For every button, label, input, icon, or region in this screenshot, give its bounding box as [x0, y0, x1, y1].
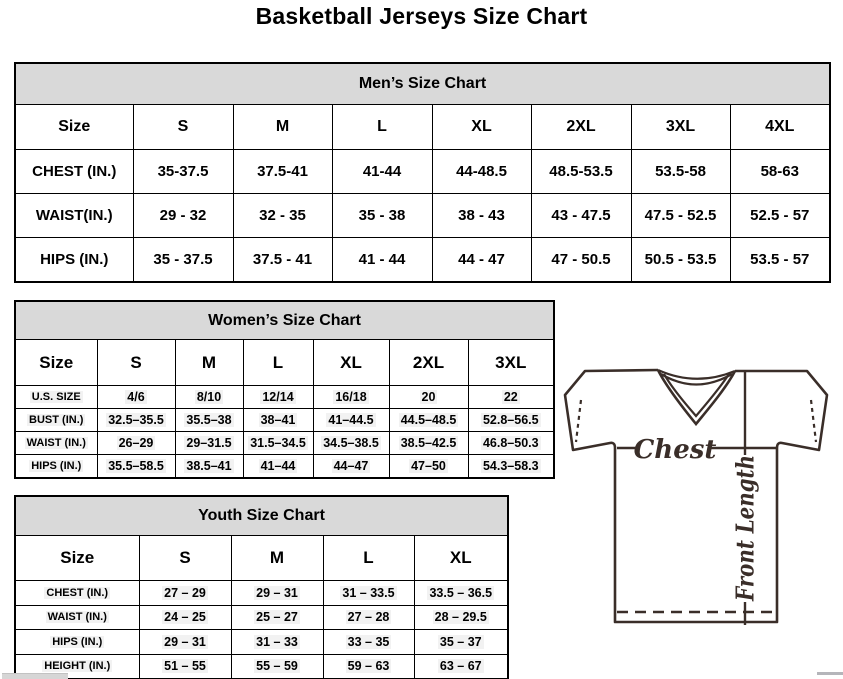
jersey-measurement-diagram: [560, 362, 843, 674]
measurement-cell: 27 – 28: [323, 605, 414, 630]
table-title: Men’s Size Chart: [15, 63, 830, 105]
measurement-cell: 25 – 27: [231, 605, 323, 630]
youth-size-table: [14, 495, 509, 679]
measurement-cell: 33 – 35: [323, 630, 414, 655]
measurement-cell: 16/18: [313, 386, 389, 409]
table-row: [15, 581, 508, 606]
measurement-cell: 35-37.5: [133, 150, 233, 194]
table-row: [15, 455, 554, 479]
chest-measure-label: Chest: [633, 435, 717, 465]
left-cuff-stitch: [576, 400, 581, 442]
measurement-cell: 53.5 - 57: [730, 238, 830, 283]
row-label: HEIGHT (IN.): [15, 654, 139, 679]
measurement-cell: 58-63: [730, 150, 830, 194]
measurement-cell: 35 – 37: [414, 630, 508, 655]
measurement-cell: 22: [468, 386, 554, 409]
column-header: XL: [414, 536, 508, 581]
horizontal-scrollbar-thumb[interactable]: [2, 673, 68, 679]
measurement-cell: 38 - 43: [432, 194, 531, 238]
table-row: [15, 386, 554, 409]
womens-size-table: [14, 300, 555, 479]
measurement-cell: 47.5 - 52.5: [631, 194, 730, 238]
table-row: [15, 605, 508, 630]
measurement-cell: 32 - 35: [233, 194, 332, 238]
column-header: S: [133, 105, 233, 150]
measurement-cell: 48.5-53.5: [531, 150, 631, 194]
scrollbar-fragment[interactable]: [817, 672, 843, 675]
table-title: Women’s Size Chart: [15, 301, 554, 340]
measurement-cell: 41-44: [332, 150, 432, 194]
column-header: 2XL: [531, 105, 631, 150]
row-label: BUST (IN.): [15, 409, 97, 432]
row-label: HIPS (IN.): [15, 455, 97, 479]
row-label: CHEST (IN.): [15, 581, 139, 606]
column-header: 2XL: [389, 340, 468, 386]
measurement-cell: 38.5–41: [175, 455, 243, 479]
size-column-header: Size: [15, 340, 97, 386]
measurement-cell: 35 - 38: [332, 194, 432, 238]
measurement-cell: 51 – 55: [139, 654, 231, 679]
measurement-cell: 29 – 31: [139, 630, 231, 655]
measurement-cell: 44 - 47: [432, 238, 531, 283]
column-header: XL: [432, 105, 531, 150]
table-title: Youth Size Chart: [15, 496, 508, 536]
row-label: HIPS (IN.): [15, 238, 133, 283]
column-header: M: [233, 105, 332, 150]
measurement-cell: 8/10: [175, 386, 243, 409]
measurement-cell: 24 – 25: [139, 605, 231, 630]
measurement-cell: 29 - 32: [133, 194, 233, 238]
measurement-cell: 47–50: [389, 455, 468, 479]
column-header: L: [332, 105, 432, 150]
table-header-row: [15, 536, 508, 581]
measurement-cell: 37.5 - 41: [233, 238, 332, 283]
measurement-cell: 59 – 63: [323, 654, 414, 679]
table-header-row: [15, 105, 830, 150]
table-row: [15, 654, 508, 679]
measurement-cell: 50.5 - 53.5: [631, 238, 730, 283]
table-row: [15, 409, 554, 432]
measurement-cell: 35 - 37.5: [133, 238, 233, 283]
size-column-header: Size: [15, 536, 139, 581]
measurement-cell: 12/14: [243, 386, 313, 409]
table-title-row: [15, 63, 830, 105]
measurement-cell: 31 – 33.5: [323, 581, 414, 606]
table-row: [15, 432, 554, 455]
measurement-cell: 47 - 50.5: [531, 238, 631, 283]
measurement-cell: 32.5–35.5: [97, 409, 175, 432]
table-row: [15, 238, 830, 283]
measurement-cell: 63 – 67: [414, 654, 508, 679]
measurement-cell: 34.5–38.5: [313, 432, 389, 455]
row-label: CHEST (IN.): [15, 150, 133, 194]
column-header: XL: [313, 340, 389, 386]
measurement-cell: 35.5–38: [175, 409, 243, 432]
column-header: 3XL: [631, 105, 730, 150]
right-cuff-stitch: [811, 400, 816, 442]
column-header: 3XL: [468, 340, 554, 386]
jersey-outline: [565, 370, 827, 622]
table-row: [15, 150, 830, 194]
measurement-cell: 46.8–50.3: [468, 432, 554, 455]
measurement-cell: 38.5–42.5: [389, 432, 468, 455]
column-header: S: [139, 536, 231, 581]
row-label: HIPS (IN.): [15, 630, 139, 655]
measurement-cell: 41 - 44: [332, 238, 432, 283]
measurement-cell: 54.3–58.3: [468, 455, 554, 479]
mens-size-table: [14, 62, 831, 283]
row-label: WAIST (IN.): [15, 605, 139, 630]
measurement-cell: 43 - 47.5: [531, 194, 631, 238]
table-title-row: [15, 496, 508, 536]
measurement-cell: 44-48.5: [432, 150, 531, 194]
measurement-cell: 31 – 33: [231, 630, 323, 655]
column-header: S: [97, 340, 175, 386]
measurement-cell: 55 – 59: [231, 654, 323, 679]
table-header-row: [15, 340, 554, 386]
measurement-cell: 35.5–58.5: [97, 455, 175, 479]
column-header: 4XL: [730, 105, 830, 150]
table-row: [15, 194, 830, 238]
column-header: M: [231, 536, 323, 581]
measurement-cell: 27 – 29: [139, 581, 231, 606]
measurement-cell: 37.5-41: [233, 150, 332, 194]
measurement-cell: 28 – 29.5: [414, 605, 508, 630]
measurement-cell: 44.5–48.5: [389, 409, 468, 432]
measurement-cell: 29 – 31: [231, 581, 323, 606]
measurement-cell: 41–44: [243, 455, 313, 479]
column-header: L: [323, 536, 414, 581]
measurement-cell: 20: [389, 386, 468, 409]
row-label: WAIST(IN.): [15, 194, 133, 238]
page-title: Basketball Jerseys Size Chart: [255, 3, 588, 29]
measurement-cell: 44–47: [313, 455, 389, 479]
row-label: U.S. SIZE: [15, 386, 97, 409]
measurement-cell: 52.8–56.5: [468, 409, 554, 432]
measurement-cell: 33.5 – 36.5: [414, 581, 508, 606]
measurement-cell: 38–41: [243, 409, 313, 432]
table-row: [15, 630, 508, 655]
table-title-row: [15, 301, 554, 340]
measurement-cell: 26–29: [97, 432, 175, 455]
measurement-cell: 4/6: [97, 386, 175, 409]
measurement-cell: 52.5 - 57: [730, 194, 830, 238]
front-length-measure-label: Front Length: [730, 423, 760, 601]
row-label: WAIST (IN.): [15, 432, 97, 455]
measurement-cell: 41–44.5: [313, 409, 389, 432]
column-header: L: [243, 340, 313, 386]
measurement-cell: 29–31.5: [175, 432, 243, 455]
size-column-header: Size: [15, 105, 133, 150]
measurement-cell: 31.5–34.5: [243, 432, 313, 455]
column-header: M: [175, 340, 243, 386]
measurement-cell: 53.5-58: [631, 150, 730, 194]
